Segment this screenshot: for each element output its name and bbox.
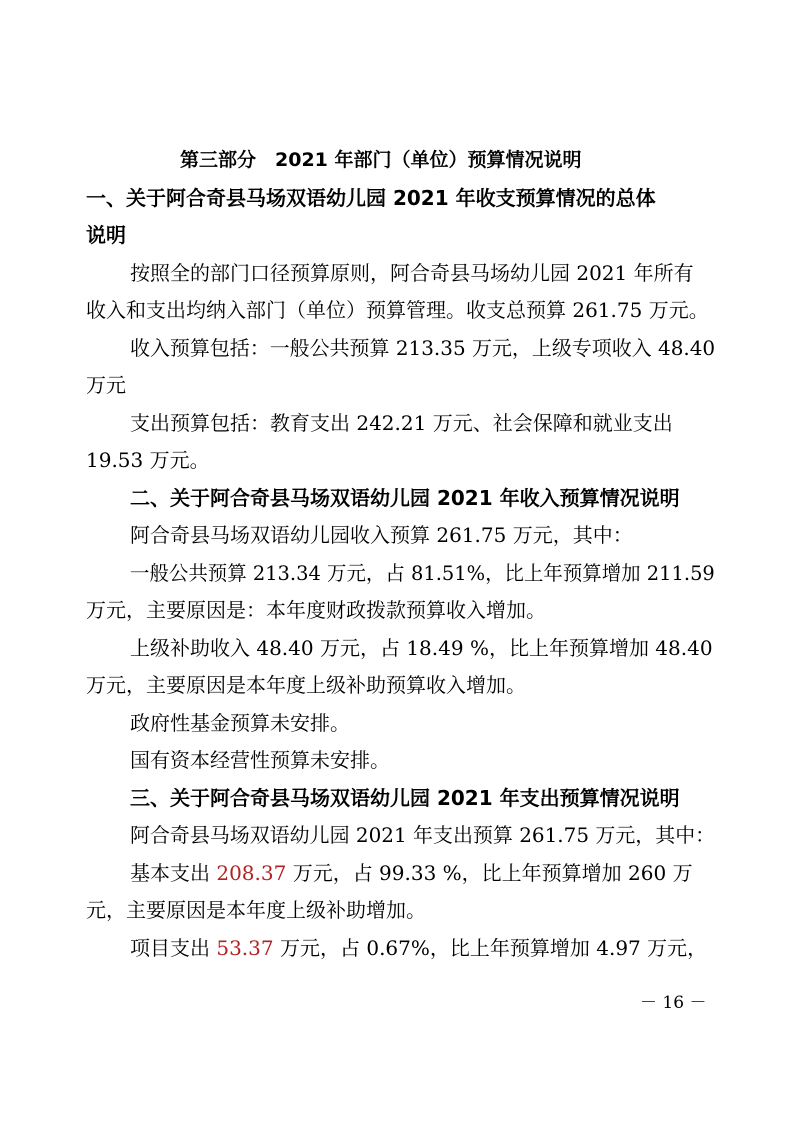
section-heading-2: 二、关于阿合奇县马场双语幼儿园 2021 年收入预算情况说明 [130,486,680,510]
text-segment: 万元，占 0.67%，比上年预算增加 4.97 万元， [273,936,708,960]
text-segment: 项目支出 [130,936,217,960]
paragraph-line: 政府性基金预算未安排。 [130,711,350,735]
paragraph-line: 19.53 万元。 [86,448,210,472]
paragraph-line [130,934,707,962]
highlighted-value: 208.37 [216,861,287,885]
page-title: 第三部分 2021 年部门（单位）预算情况说明 [180,149,582,171]
paragraph-line: 万元 [86,373,126,397]
text-segment: 基本支出 [130,861,217,885]
highlighted-value: 53.37 [216,936,274,960]
paragraph-line: 阿合奇县马场双语幼儿园收入预算 261.75 万元，其中： [130,523,633,547]
paragraph-line: 上级补助收入 48.40 万元，占 18.49 %，比上年预算增加 48.40 [130,636,713,660]
section-heading-3: 三、关于阿合奇县马场双语幼儿园 2021 年支出预算情况说明 [130,786,680,810]
paragraph-line: 按照全的部门口径预算原则，阿合奇县马场幼儿园 2021 年所有 [130,261,694,285]
paragraph-line: 国有资本经营性预算未安排。 [130,748,390,772]
section-heading-1: 一、关于阿合奇县马场双语幼儿园 2021 年收支预算情况的总体 [86,186,656,210]
paragraph-line: 一般公共预算 213.34 万元，占 81.51%，比上年预算增加 211.59 [130,561,715,585]
paragraph-line [130,859,693,887]
paragraph-line: 元，主要原因是本年度上级补助增加。 [86,898,426,922]
text-segment: 万元，占 99.33 %，比上年预算增加 260 万 [286,861,693,885]
paragraph-line: 阿合奇县马场双语幼儿园 2021 年支出预算 261.75 万元，其中： [130,823,716,847]
paragraph-line: 收入和支出均纳入部门（单位）预算管理。收支总预算 261.75 万元。 [86,298,709,322]
paragraph-line: 支出预算包括：教育支出 242.21 万元、社会保障和就业支出 [130,411,673,435]
paragraph-line: 万元，主要原因是：本年度财政拨款预算收入增加。 [86,598,546,622]
paragraph-line: 万元，主要原因是本年度上级补助预算收入增加。 [86,673,526,697]
paragraph-line: 收入预算包括：一般公共预算 213.35 万元，上级专项收入 48.40 [130,336,716,360]
section-heading-1-cont: 说明 [86,223,126,247]
page-number: － 16 － [640,993,707,1013]
